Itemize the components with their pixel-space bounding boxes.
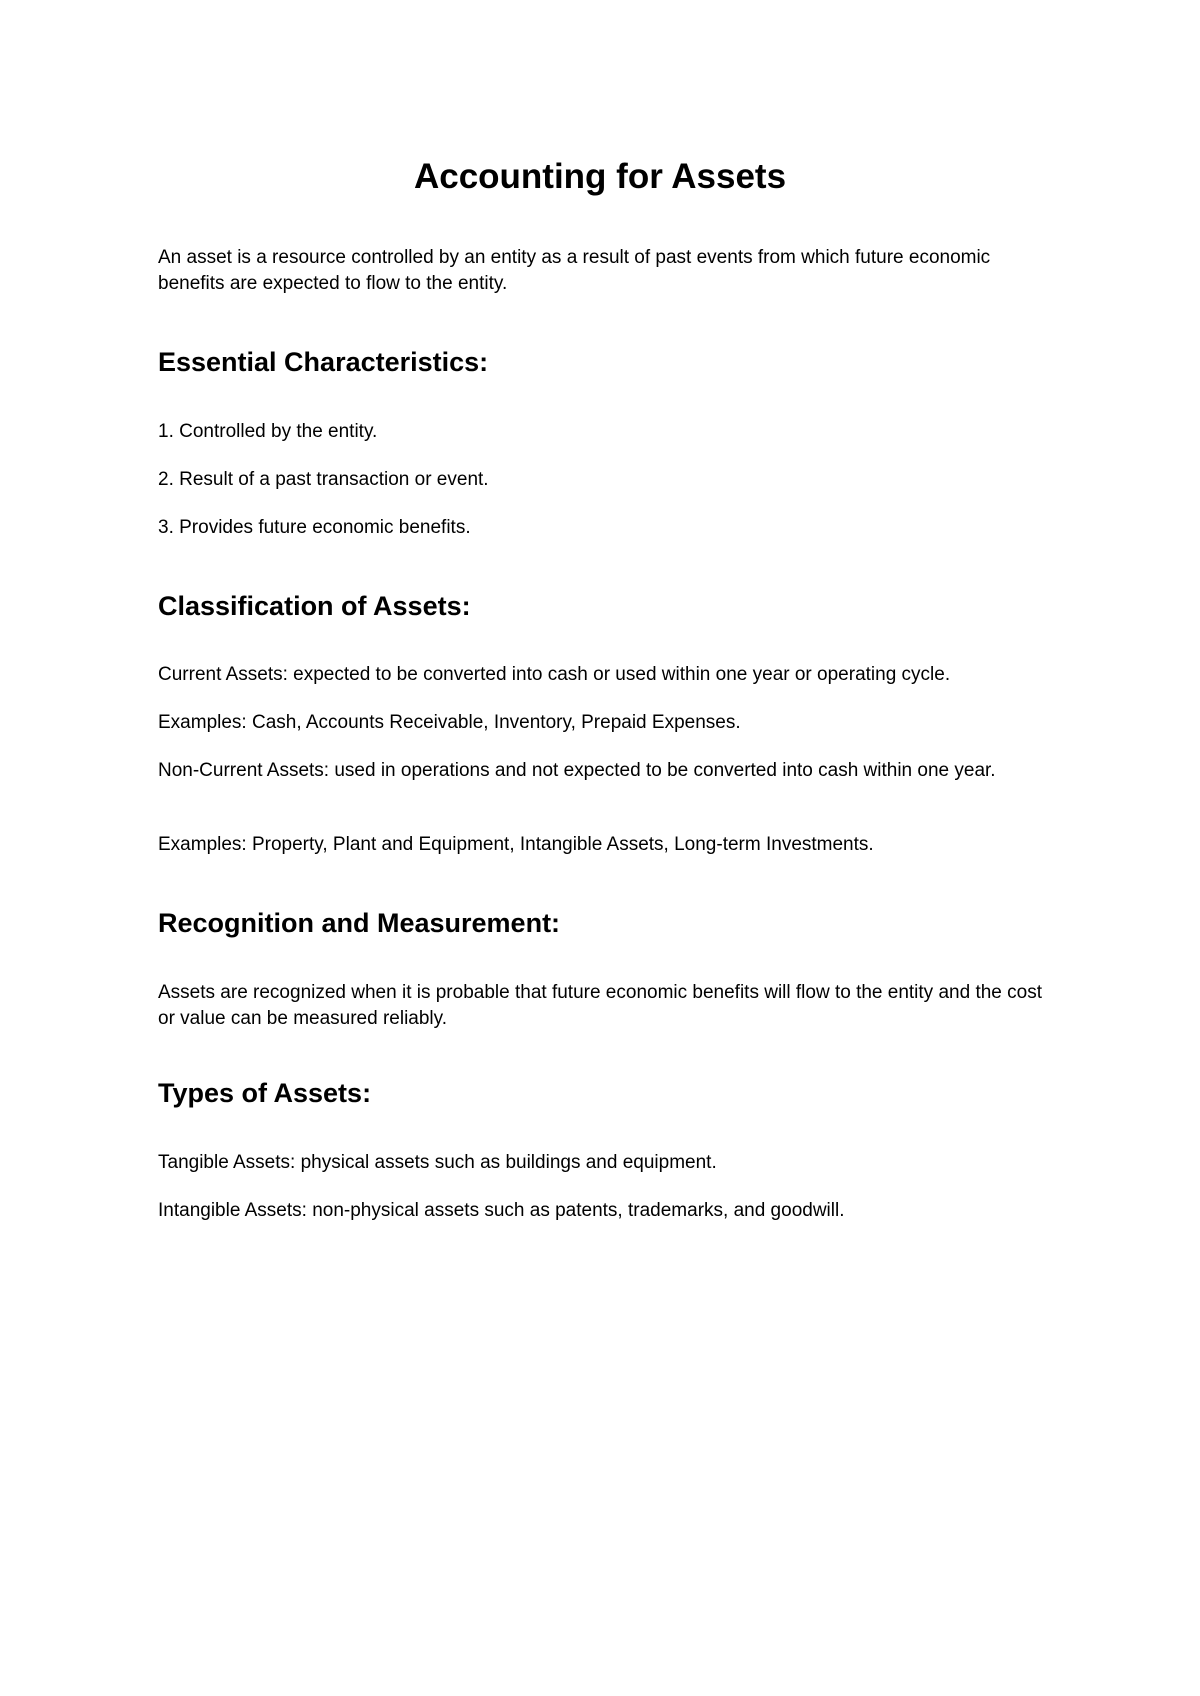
paragraph: Intangible Assets: non-physical assets such as patents, trademarks, and goodwill.	[158, 1200, 845, 1221]
section-heading-essential-characteristics: Essential Characteristics:	[158, 347, 489, 377]
paragraph: Current Assets: expected to be converted into cash or used within one year or operating cycle.	[158, 664, 951, 685]
paragraph: Tangible Assets: physical assets such as buildings and equipment.	[158, 1152, 717, 1173]
paragraph: Non-Current Assets: used in operations and not expected to be converted into cash within one year.	[158, 760, 996, 781]
intro-paragraph: An asset is a resource controlled by an entity as a result of past events from which future economic benefits are expected to flow to the entity.	[158, 247, 991, 294]
paragraph: Examples: Property, Plant and Equipment, Intangible Assets, Long-term Investments.	[158, 834, 874, 855]
page-title: Accounting for Assets	[413, 157, 787, 196]
section-heading-types: Types of Assets:	[158, 1078, 372, 1108]
section-heading-classification: Classification of Assets:	[158, 591, 471, 621]
list-item: 2. Result of a past transaction or event.	[158, 469, 489, 490]
paragraph: Examples: Cash, Accounts Receivable, Inventory, Prepaid Expenses.	[158, 712, 741, 733]
list-item: 3. Provides future economic benefits.	[158, 517, 471, 538]
paragraph: Assets are recognized when it is probable that future economic benefits will flow to the entity and the cost or value can be measured reliably.	[158, 982, 1042, 1029]
list-item: 1. Controlled by the entity.	[158, 421, 378, 442]
section-heading-recognition: Recognition and Measurement:	[158, 908, 561, 938]
